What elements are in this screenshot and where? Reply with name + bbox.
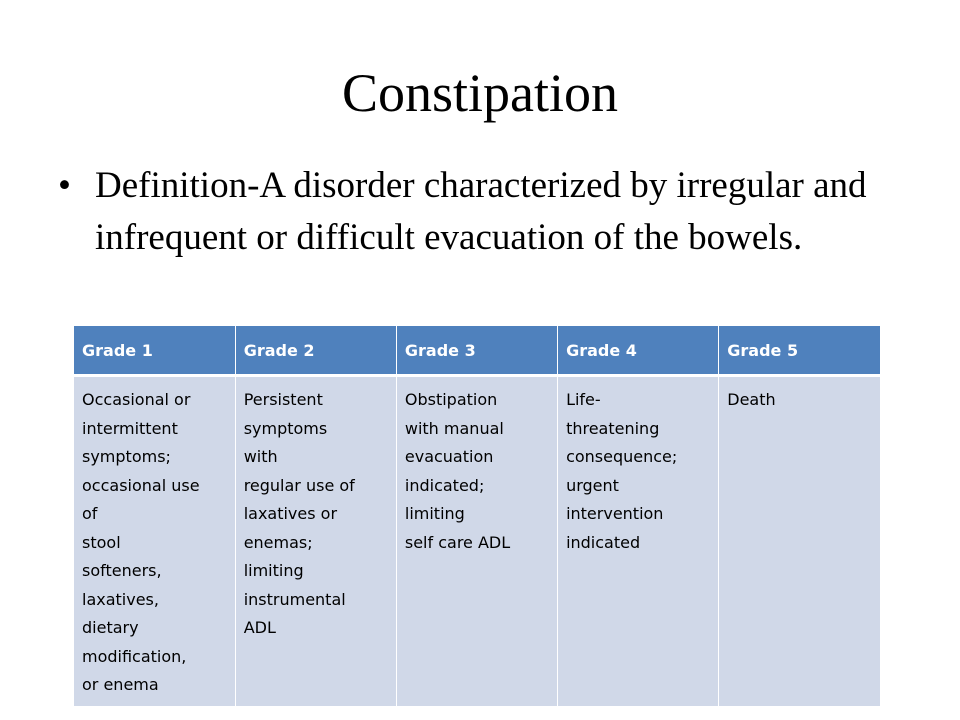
bullet-dot-icon: • — [58, 165, 71, 206]
cell-grade-1: Occasional or intermittent symptoms; occasional use of stool softeners, laxatives, dietary modification, or enema — [74, 376, 235, 707]
cell-grade-2: Persistent symptoms with regular use of laxatives or enemas; limiting instrumental ADL — [235, 376, 396, 707]
table-header-row — [74, 326, 880, 376]
table-row — [74, 376, 880, 707]
header-grade-4: Grade 4 — [558, 326, 719, 376]
grade-table — [74, 326, 880, 706]
bullet-text: Definition-A disorder characterized by irregular and infrequent or difficult evacuation of the bowels. — [95, 165, 867, 258]
header-grade-1: Grade 1 — [74, 326, 235, 376]
slide-title: Constipation — [341, 63, 618, 123]
cell-grade-5: Death — [719, 376, 880, 707]
cell-grade-4: Life- threatening consequence; urgent intervention indicated — [558, 376, 719, 707]
bullet-item — [58, 160, 908, 264]
header-grade-3: Grade 3 — [396, 326, 557, 376]
header-grade-2: Grade 2 — [235, 326, 396, 376]
cell-grade-3: Obstipation with manual evacuation indicated; limiting self care ADL — [396, 376, 557, 707]
bullet-list — [58, 160, 908, 264]
header-grade-5: Grade 5 — [719, 326, 880, 376]
